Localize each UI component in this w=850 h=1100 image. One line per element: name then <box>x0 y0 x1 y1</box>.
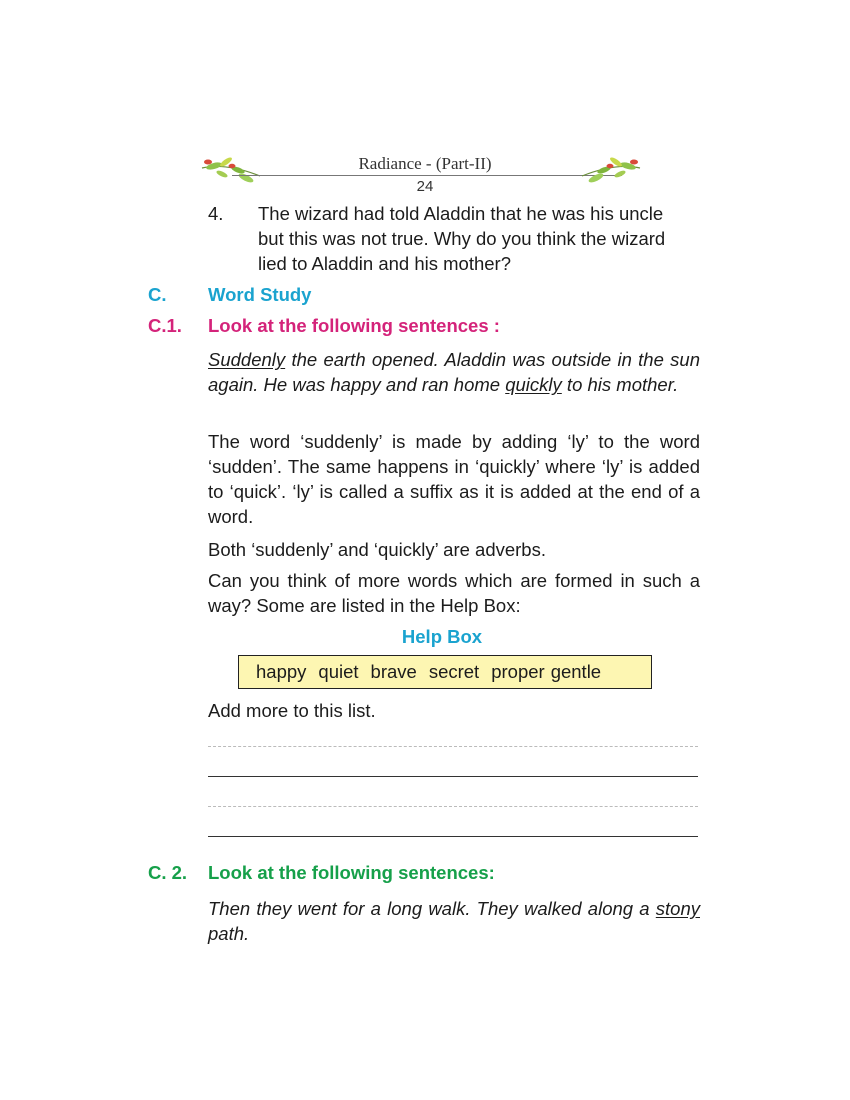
example-sentence <box>208 347 700 397</box>
header-divider <box>232 175 622 176</box>
subsection-title: Look at the following sentences: <box>208 862 495 883</box>
answer-line[interactable] <box>208 806 698 807</box>
question-line: but this was not true. Why do you think the wizard <box>258 228 666 249</box>
example-text: path. <box>208 923 250 944</box>
question-text <box>258 201 688 276</box>
question-number: 4. <box>208 203 224 224</box>
help-word: brave <box>370 661 417 682</box>
help-word: secret <box>428 661 480 682</box>
section-title: Word Study <box>208 284 312 305</box>
left-leaf-ornament-icon <box>200 154 262 190</box>
header-title: Radiance - (Part-II) <box>358 154 492 173</box>
question-paragraph: Can you think of more words which are formed in such a way? Some are listed in the Help Box: <box>208 570 700 616</box>
underlined-word: stony <box>655 898 700 919</box>
answer-line[interactable] <box>208 776 698 777</box>
answer-line[interactable] <box>208 746 698 747</box>
help-word: quiet <box>318 661 359 682</box>
subsection-label: C.1. <box>148 315 182 336</box>
example-text: Then they went for a long walk. They walked along a <box>208 898 656 919</box>
help-word: gentle <box>550 661 602 682</box>
example-text: the earth opened. Aladdin was outside in the sun again. He was happy and ran home <box>208 349 700 395</box>
add-more-instruction: Add more to this list. <box>208 700 376 721</box>
page-number: 24 <box>416 178 434 195</box>
adverbs-paragraph: Both ‘suddenly’ and ‘quickly’ are adverbs. <box>208 539 546 560</box>
help-box-title: Help Box <box>401 626 483 647</box>
explanation-paragraph: The word ‘suddenly’ is made by adding ‘ly’ to the word ‘sudden’. The same happens in ‘quickly’ where ‘ly’ is added to ‘quick’. ‘ly’ is called a suffix as it is added at the end of a word. <box>208 431 700 527</box>
section-label: C. <box>148 284 167 305</box>
example-sentence <box>208 896 700 946</box>
help-word: happy <box>256 661 307 682</box>
underlined-word: Suddenly <box>208 349 286 370</box>
question-line: The wizard had told Aladdin that he was his uncle <box>258 203 664 224</box>
question-line: lied to Aladdin and his mother? <box>258 253 512 274</box>
right-leaf-ornament-icon <box>580 154 642 190</box>
subsection-label: C. 2. <box>148 862 188 883</box>
underlined-word: quickly <box>505 374 562 395</box>
subsection-title: Look at the following sentences : <box>208 315 500 336</box>
answer-line[interactable] <box>208 836 698 837</box>
help-word: proper <box>491 661 545 682</box>
help-box <box>238 655 652 689</box>
example-text: to his mother. <box>561 374 679 395</box>
